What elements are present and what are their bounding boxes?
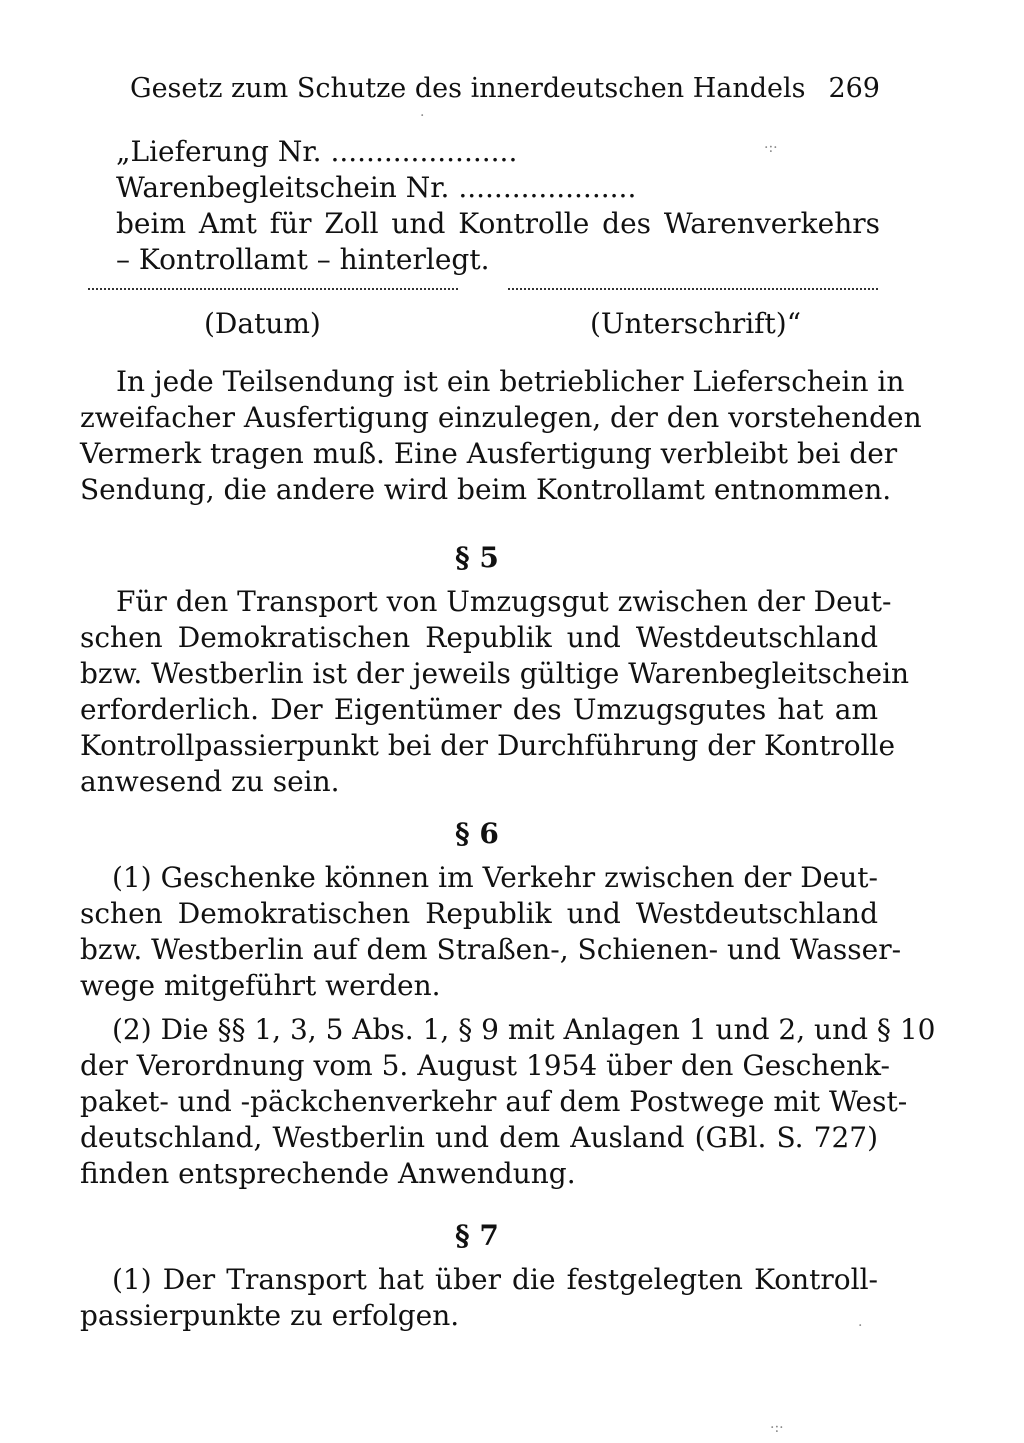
paragraph-line: bzw. Westberlin auf dem Straßen-, Schienen- und Wasser-: [80, 933, 902, 966]
signature-row: [80, 288, 878, 368]
signature-label: (Unterschrift)“: [590, 307, 802, 340]
paragraph-line: schen Demokratischen Republik und Westdeutschland: [80, 897, 878, 930]
paragraph-line: Vermerk tragen muß. Eine Ausfertigung verbleibt bei der: [80, 437, 898, 470]
paragraph-line: (1) Geschenke können im Verkehr zwischen der Deut-: [112, 861, 878, 894]
paragraph-line: Für den Transport von Umzugsgut zwischen der Deut-: [116, 585, 892, 618]
print-speck-mark: ·: [420, 108, 425, 124]
print-speck-mark: ·:·: [764, 140, 778, 156]
paragraph-line: erforderlich. Der Eigentümer des Umzugsgutes hat am: [80, 693, 878, 726]
paragraph-line: paket- und -päckchenverkehr auf dem Postwege mit West-: [80, 1085, 908, 1118]
section-5-paragraph: [80, 584, 910, 800]
teilsendung-paragraph: [80, 364, 922, 508]
section-7-title: § 7: [455, 1219, 499, 1252]
vermerk-line: Warenbegleitschein Nr. ....................: [116, 171, 637, 204]
signature-dotted-line: [508, 288, 878, 292]
paragraph-line: deutschland, Westberlin und dem Ausland (GBl. S. 727): [80, 1121, 878, 1154]
vermerk-line: – Kontrollamt – hinterlegt.: [116, 243, 490, 276]
section-7-paragraph-1: [80, 1262, 878, 1334]
paragraph-line: In jede Teilsendung ist ein betrieblicher Lieferschein in: [116, 365, 905, 398]
paragraph-line: zweifacher Ausfertigung einzulegen, der den vorstehenden: [80, 401, 922, 434]
paragraph-line: (2) Die §§ 1, 3, 5 Abs. 1, § 9 mit Anlagen 1 und 2, und § 10: [112, 1013, 936, 1046]
date-dotted-line: [88, 288, 458, 292]
print-speck-mark: ·: [858, 1318, 863, 1334]
paragraph-line: wege mitgeführt werden.: [80, 969, 441, 1002]
page-number: 269: [828, 73, 880, 104]
paragraph-line: Kontrollpassierpunkt bei der Durchführung der Kontrolle: [80, 729, 896, 762]
section-5-title: § 5: [455, 541, 499, 574]
paragraph-line: anwesend zu sein.: [80, 765, 340, 798]
running-header: [130, 72, 880, 106]
section-6-paragraph-2: [80, 1012, 936, 1192]
print-speck-mark: ·:·: [770, 1420, 784, 1436]
vermerk-line: beim Amt für Zoll und Kontrolle des Warenverkehrs: [116, 207, 880, 240]
vermerk-line: „Lieferung Nr. .....................: [116, 135, 518, 168]
paragraph-line: bzw. Westberlin ist der jeweils gültige Warenbegleitschein: [80, 657, 910, 690]
paragraph-line: der Verordnung vom 5. August 1954 über den Geschenk-: [80, 1049, 890, 1082]
section-6-title: § 6: [455, 817, 499, 850]
paragraph-line: Sendung, die andere wird beim Kontrollamt entnommen.: [80, 473, 892, 506]
paragraph-line: passierpunkte zu erfolgen.: [80, 1299, 460, 1332]
paragraph-line: (1) Der Transport hat über die festgelegten Kontroll-: [112, 1263, 878, 1296]
running-header-title: Gesetz zum Schutze des innerdeutschen Handels: [130, 73, 806, 104]
paragraph-line: schen Demokratischen Republik und Westdeutschland: [80, 621, 878, 654]
section-6-paragraph-1: [80, 860, 902, 1004]
date-label: (Datum): [204, 307, 321, 340]
paragraph-line: finden entsprechende Anwendung.: [80, 1157, 576, 1190]
